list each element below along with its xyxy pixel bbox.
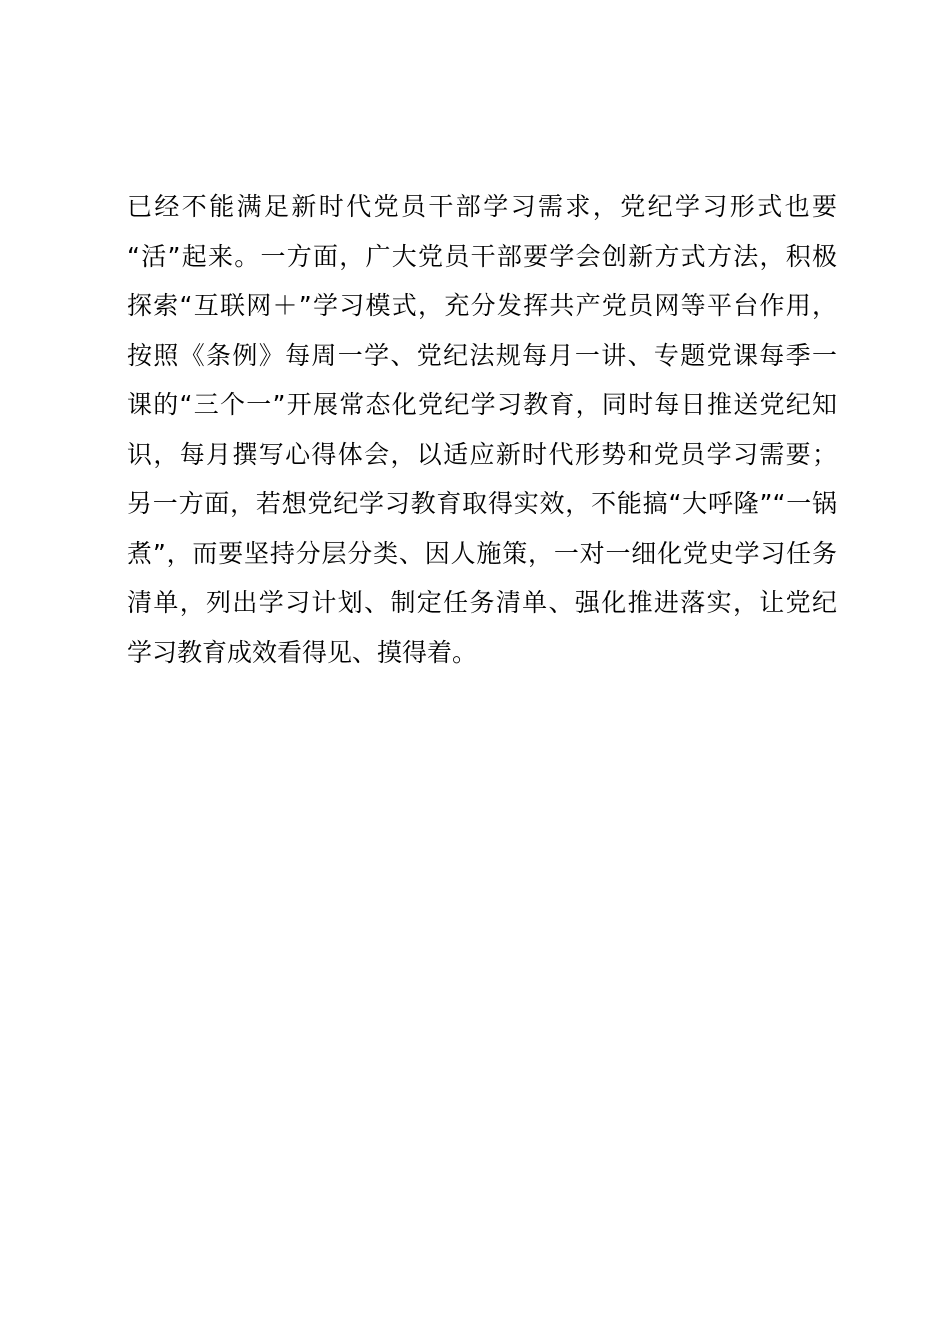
paragraph-line: 课的“三个一”开展常态化党纪学习教育，同时每日推送党纪知 (127, 390, 837, 419)
paragraph-line: 学习教育成效看得见、摸得着。 (127, 637, 478, 667)
paragraph-line: 煮”，而要坚持分层分类、因人施策，一对一细化党史学习任务 (127, 538, 837, 568)
paragraph-line: “活”起来。一方面，广大党员干部要学会创新方式方法，积极 (127, 241, 837, 271)
paragraph-line: 清单，列出学习计划、制定任务清单、强化推进落实，让党纪 (127, 588, 837, 617)
paragraph-line: 按照《条例》每周一学、党纪法规每月一讲、专题党课每季一 (127, 340, 837, 370)
paragraph-line: 识，每月撰写心得体会，以适应新时代形势和党员学习需要； (127, 439, 837, 469)
paragraph-line: 另一方面，若想党纪学习教育取得实效，不能搞“大呼隆”“一锅 (127, 489, 837, 518)
paragraph-line: 探索“互联网＋”学习模式，充分发挥共产党员网等平台作用， (127, 291, 837, 320)
paragraph-line: 已经不能满足新时代党员干部学习需求，党纪学习形式也要 (127, 192, 837, 221)
body-paragraph (127, 182, 837, 677)
